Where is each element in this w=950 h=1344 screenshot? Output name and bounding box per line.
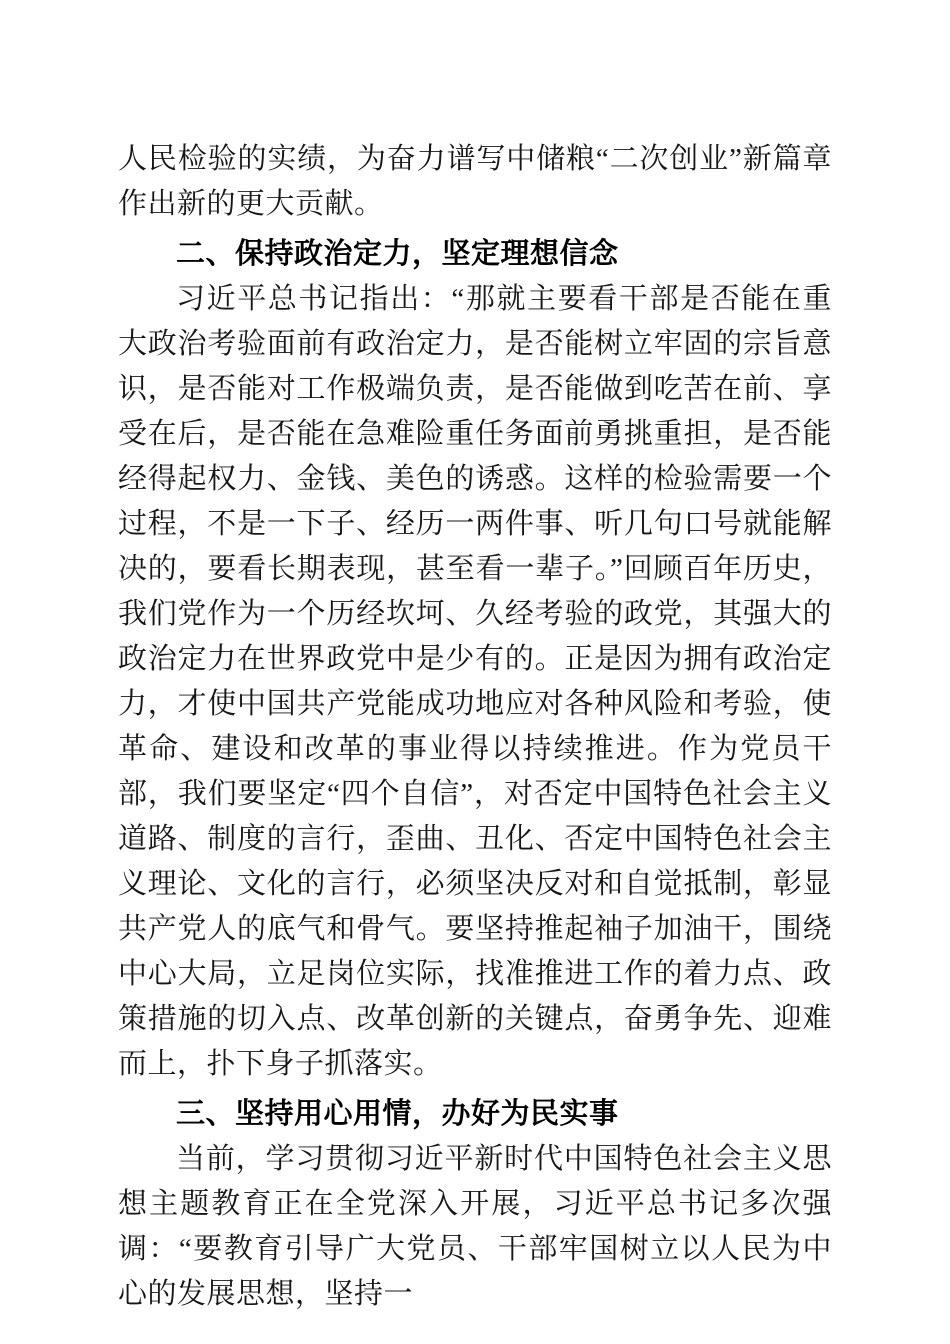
paragraph-section-3: 当前，学习贯彻习近平新时代中国特色社会主义思想主题教育正在全党深入开展，习近平总书记多次强调：“要教育引导广大党员、干部牢国树立以人民为中心的发展思想，坚持一 — [118, 1143, 832, 1310]
section-heading-2: 二、保持政治定力，坚定理想信念 — [176, 238, 619, 270]
paragraph-continuation: 人民检验的实绩，为奋力谱写中储粮“二次创业”新篇章作出新的更大贡献。 — [118, 143, 832, 220]
section-heading-3: 三、坚持用心用情，办好为民实事 — [176, 1098, 619, 1130]
paragraph-section-2: 习近平总书记指出：“那就主要看干部是否能在重大政治考验面前有政治定力，是否能树立牢固的宗旨意识，是否能对工作极端负责，是否能做到吃苦在前、享受在后，是否能在急难险重任务面前勇挑重担，是否能经得起权力、金钱、美色的诱惑。这样的检验需要一个过程，不是一下子、经历一两件事、听几句口号就能解决的，要看长期表现，甚至看一辈子。”回顾百年历史，我们党作为一个历经坎坷、久经考验的政党，其强大的政治定力在世界政党中是少有的。正是因为拥有政治定力，才使中国共产党能成功地应对各种风险和考验，使革命、建设和改革的事业得以持续推进。作为党员干部，我们要坚定“四个自信”，对否定中国特色社会主义道路、制度的言行，歪曲、丑化、否定中国特色社会主义理论、文化的言行，必须坚决反对和自觉抵制，彰显共产党人的底气和骨气。要坚持推起袖子加油干，围绕中心大局，立足岗位实际，找准推进工作的着力点、政策措施的切入点、改革创新的关键点，奋勇争先、迎难而上，扑下身子抓落实。 — [118, 283, 832, 1080]
